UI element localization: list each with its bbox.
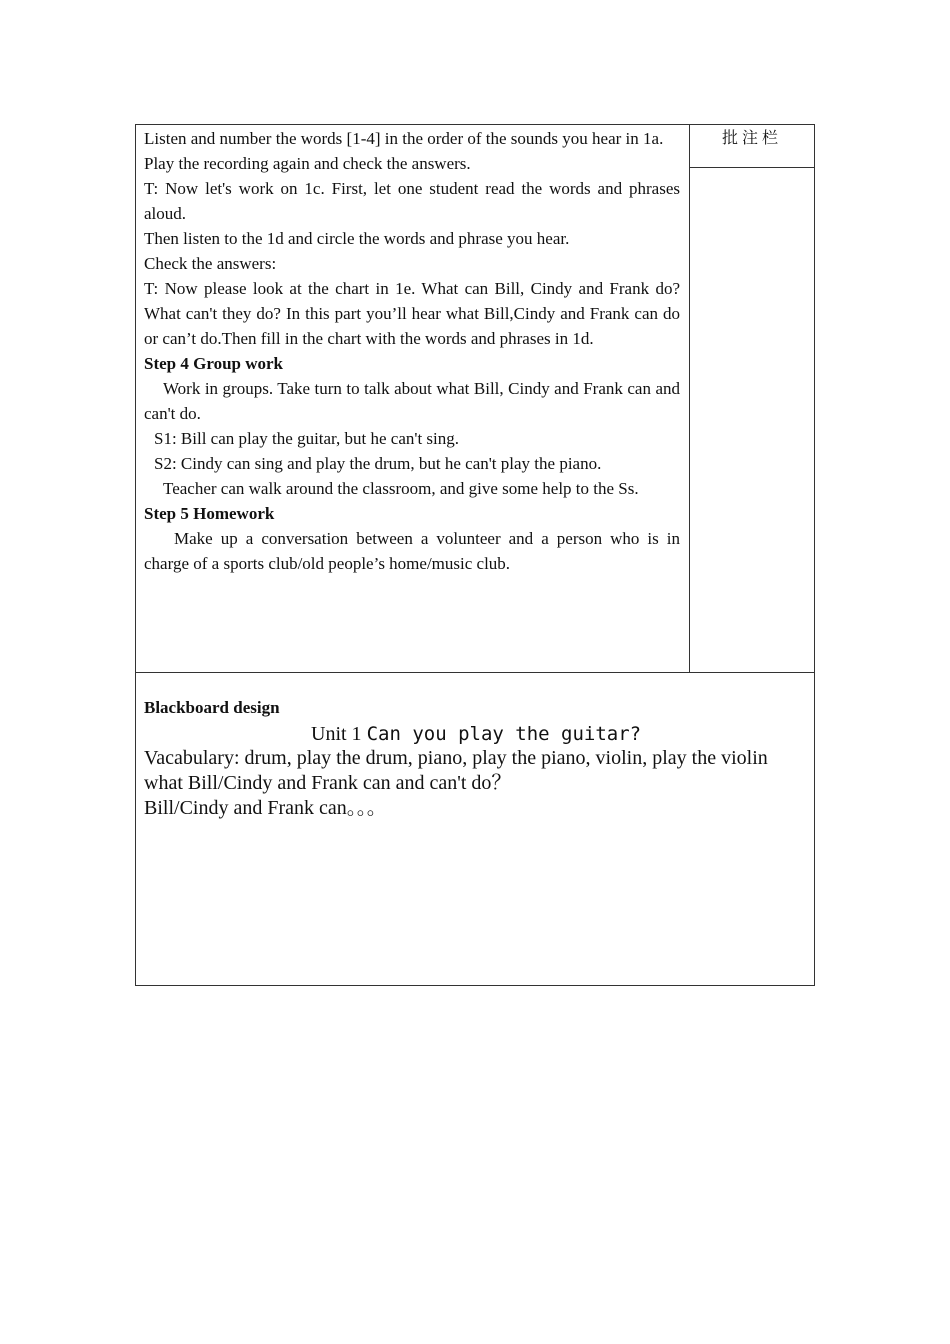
blackboard-unit-line [144, 722, 806, 746]
unit-title: Can you play the guitar? [366, 723, 642, 745]
blackboard-answer: Bill/Cindy and Frank can。。。 [144, 797, 387, 819]
procedure-line: Listen and number the words [1-4] in the order of the sounds you hear in 1a. [144, 129, 664, 148]
blackboard-vocabulary: Vacabulary: drum, play the drum, piano, play the piano, violin, play the violin [144, 747, 768, 769]
step4-teacher-note: Teacher can walk around the classroom, and give some help to the Ss. [163, 479, 639, 498]
blackboard-design-cell [136, 673, 814, 985]
unit-prefix: Unit 1 [311, 723, 367, 745]
step5-text: Make up a conversation between a volunteer and a person who is in charge of a sports club/old people’s home/music club. [144, 529, 680, 573]
lesson-procedure-cell [136, 125, 690, 673]
procedure-line: T: Now please look at the chart in 1e. What can Bill, Cindy and Frank do? What can't they do? In this part you’ll hear what Bill,Cindy and Frank can do or can’t do.Then fill in the chart with the words and phrases in 1d. [144, 279, 680, 348]
procedure-line: Check the answers: [144, 254, 277, 273]
step4-intro: Work in groups. Take turn to talk about what Bill, Cindy and Frank can and can't do. [144, 379, 680, 423]
procedure-line: Play the recording again and check the answers. [144, 154, 471, 173]
step4-dialogue-s2: S2: Cindy can sing and play the drum, but he can't play the piano. [154, 454, 602, 473]
notes-column-header: 批注栏 [690, 125, 814, 168]
blackboard-title: Blackboard design [144, 698, 280, 717]
step5-heading: Step 5 Homework [144, 504, 275, 523]
blackboard-question: what Bill/Cindy and Frank can and can't do？ [144, 772, 512, 794]
step4-dialogue-s1: S1: Bill can play the guitar, but he can't sing. [154, 429, 460, 448]
lesson-plan-table [135, 124, 815, 986]
notes-column-body [690, 168, 814, 673]
step4-heading: Step 4 Group work [144, 354, 284, 373]
procedure-line: T: Now let's work on 1c. First, let one student read the words and phrases aloud. [144, 179, 680, 223]
procedure-line: Then listen to the 1d and circle the words and phrase you hear. [144, 229, 570, 248]
